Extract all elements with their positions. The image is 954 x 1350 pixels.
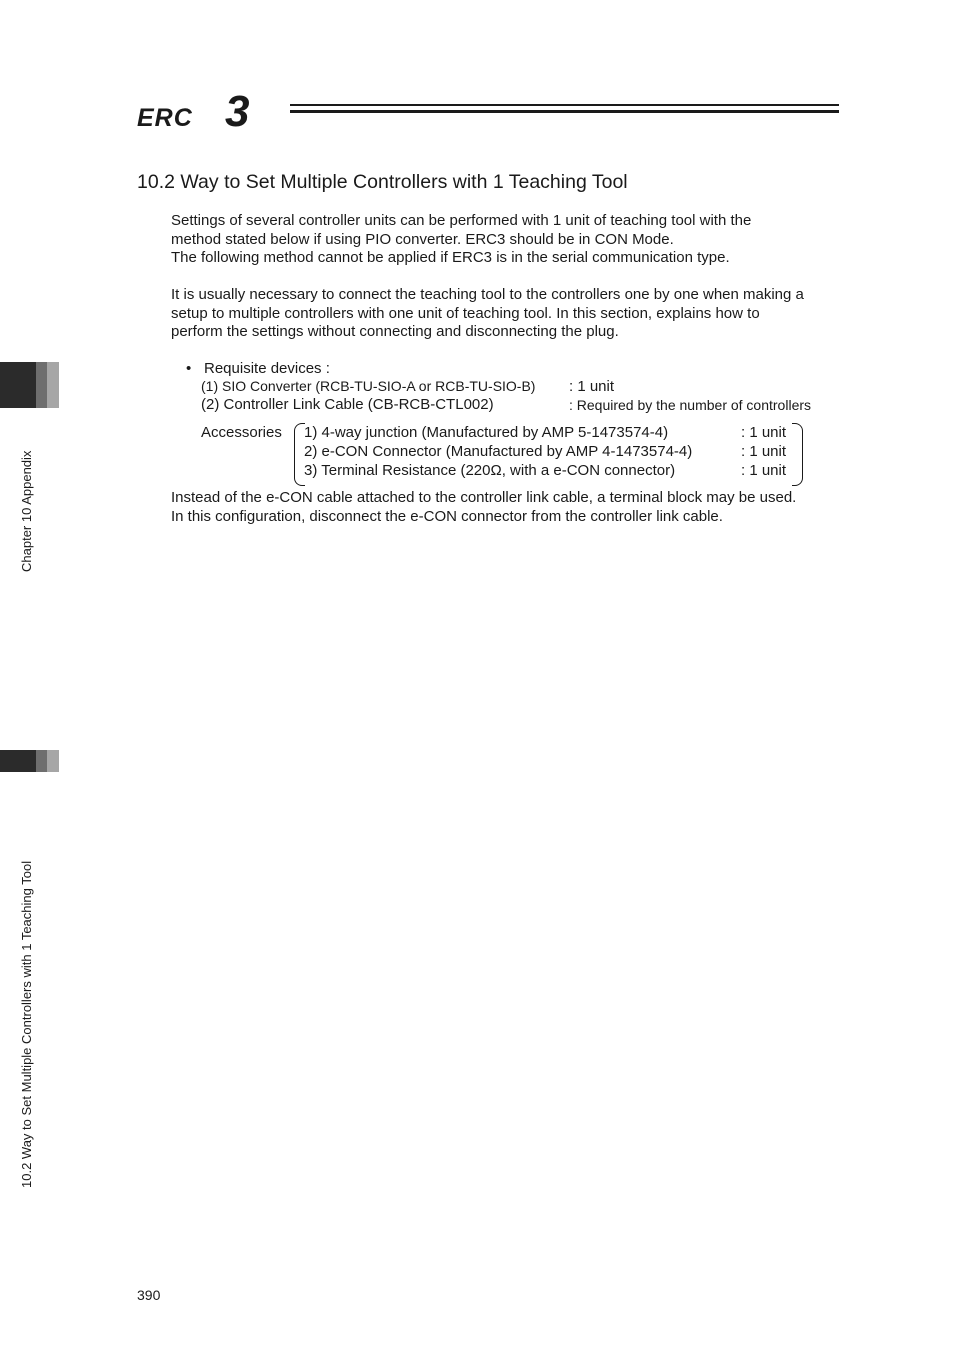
accessories-label: Accessories <box>201 424 282 441</box>
bullet-marker: • <box>186 360 192 377</box>
intro-paragraph <box>171 212 751 268</box>
accessory-quantity: : 1 unit <box>741 443 787 460</box>
accessory-name: 2) e-CON Connector (Manufactured by AMP 4-1473574-4) <box>304 443 693 460</box>
body-paragraph <box>171 286 804 342</box>
note-line: Instead of the e-CON cable attached to the controller link cable, a terminal block may be used. <box>171 489 797 506</box>
erc3-logo <box>137 90 282 130</box>
logo-3-numeral: 3 <box>225 90 250 130</box>
chapter-side-label: Chapter 10 Appendix <box>19 450 34 572</box>
accessory-name: 3) Terminal Resistance (220Ω, with a e-CON connector) <box>304 462 676 479</box>
body-line: setup to multiple controllers with one unit of teaching tool. In this section, explains how to <box>171 304 760 322</box>
device-quantity: : Required by the number of controllers <box>569 397 812 413</box>
intro-line: The following method cannot be applied if ERC3 is in the serial communication type. <box>171 249 730 266</box>
note-line: In this configuration, disconnect the e-CON connector from the controller link cable. <box>171 507 723 525</box>
accessory-name: 1) 4-way junction (Manufactured by AMP 5-1473574-4) <box>304 424 669 441</box>
accessory-quantity: : 1 unit <box>741 424 787 441</box>
note-paragraph <box>171 489 796 526</box>
device-name: (1) SIO Converter (RCB-TU-SIO-A or RCB-TU-SIO-B) <box>201 378 536 394</box>
header-rule-thick <box>290 110 839 113</box>
intro-line: method stated below if using PIO converter. ERC3 should be in CON Mode. <box>171 230 674 248</box>
section-title: 10.2 Way to Set Multiple Controllers with 1 Teaching Tool <box>137 171 628 193</box>
body-line: perform the settings without connecting and disconnecting the plug. <box>171 323 619 340</box>
header-rule-thin <box>290 104 839 106</box>
page-number: 390 <box>137 1287 161 1303</box>
requisite-devices-heading: Requisite devices : <box>204 360 330 377</box>
intro-line: Settings of several controller units can be performed with 1 unit of teaching tool with the <box>171 212 752 229</box>
logo-erc-letters: ERC <box>137 104 193 130</box>
right-brace <box>792 423 803 486</box>
device-name: (2) Controller Link Cable (CB-RCB-CTL002) <box>201 396 494 413</box>
device-quantity: : 1 unit <box>569 378 615 395</box>
accessory-quantity: : 1 unit <box>741 462 787 479</box>
body-line: It is usually necessary to connect the teaching tool to the controllers one by one when making a <box>171 286 804 303</box>
section-side-label: 10.2 Way to Set Multiple Controllers with 1 Teaching Tool <box>19 860 34 1188</box>
section-tab-marker <box>0 750 59 772</box>
chapter-tab-marker <box>0 362 59 408</box>
